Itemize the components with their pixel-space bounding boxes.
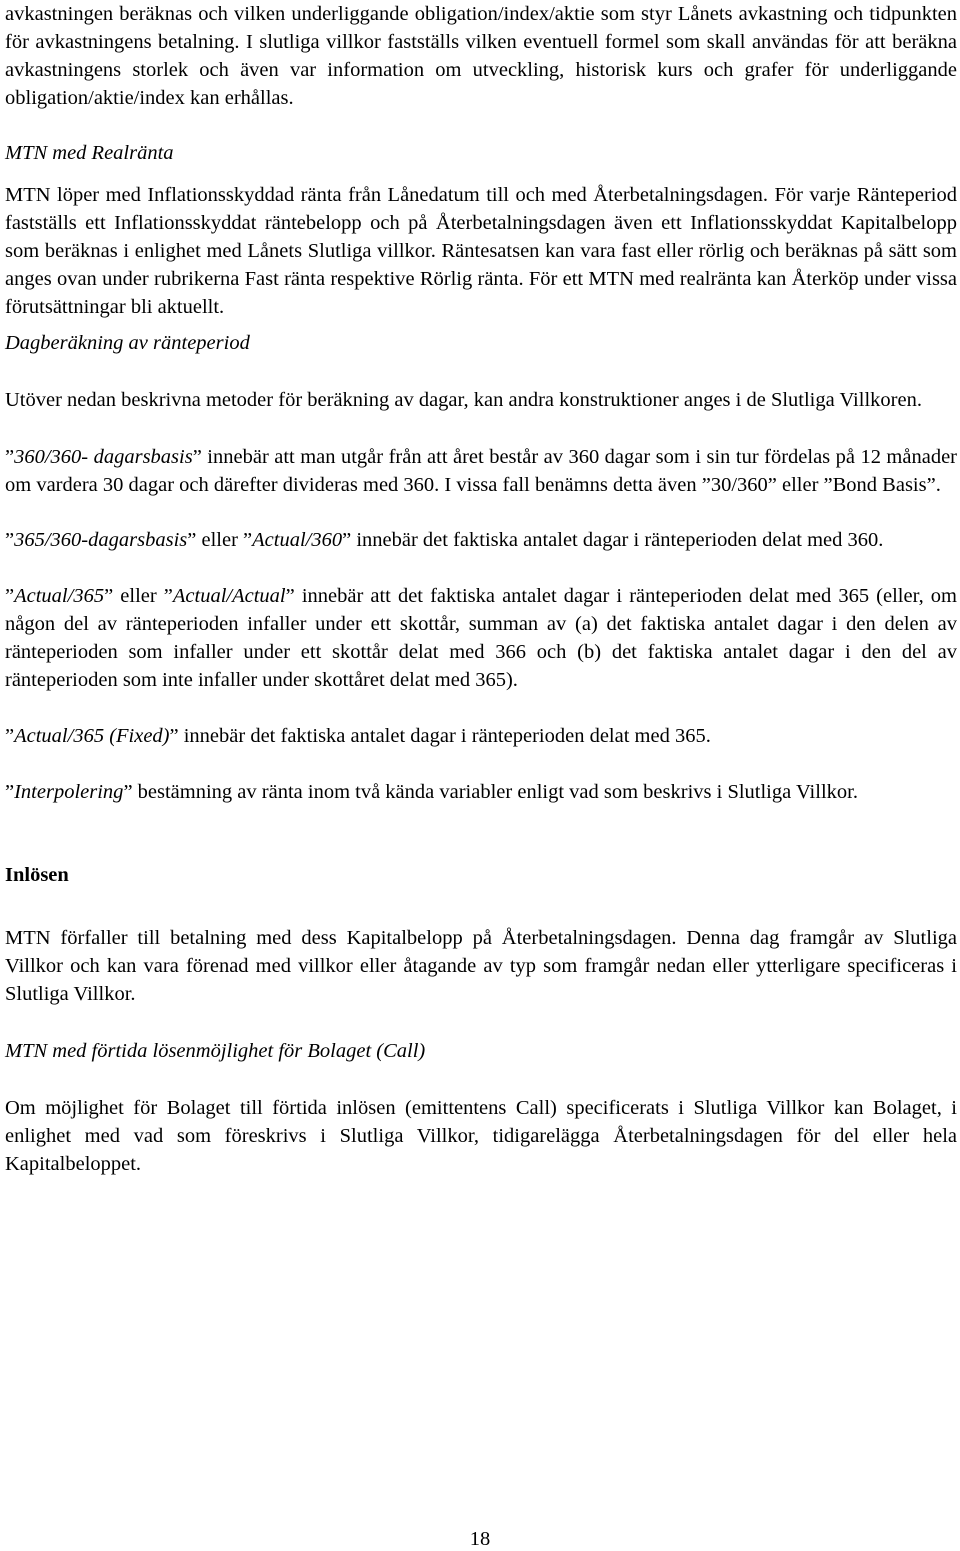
term-actual-365-fixed: Actual/365 (Fixed) (14, 725, 170, 747)
interpolering (5, 778, 957, 806)
open-quote: ” (5, 781, 15, 803)
intro-paragraph: avkastningen beräknas och vilken underliggande obligation/index/aktie som styr Lånets avkastning och tidpunkten för avkastningens betalning. I slutliga villkor fastställs vilken eventuell formel som skall användas för att beräkna avkastningens storlek och även var information om utveckling, historisk kurs och grafer för underliggande obligation/aktie/index kan erhållas. (5, 3, 957, 109)
page-number: 18 (469, 1528, 491, 1550)
daycount-actual-365-fixed (5, 722, 957, 750)
daycount-365-360 (5, 526, 957, 554)
term-interpolering: Interpolering (14, 781, 124, 803)
heading-realranta: MTN med Realränta (5, 142, 174, 164)
connector: ” eller ” (187, 529, 253, 551)
open-quote: ” (5, 446, 15, 468)
close-quote: ” (192, 446, 202, 468)
daycount-360-360 (5, 443, 957, 499)
heading-dagberakning: Dagberäkning av ränteperiod (5, 332, 250, 354)
term-365-360: 365/360-dagarsbasis (14, 529, 188, 551)
open-quote: ” (5, 585, 15, 607)
realranta-body: MTN löper med Inflationsskyddad ränta från Lånedatum till och med Återbetalningsdagen. För varje Ränteperiod fastställs ett Inflationsskyddat räntebelopp och på Återbetalningsdagen även ett Inflationsskyddat Kapitalbelopp som beräknas i enlighet med Lånets Slutliga villkor. Räntesatsen kan vara fast eller rörlig och beräknas på sätt som anges ovan under rubrikerna Fast ränta respektive Rörlig ränta. För ett MTN med realränta kan Återköp under vissa förutsättningar bli aktuellt. (5, 184, 957, 318)
interpolering-text: ” bestämning av ränta inom två kända variabler enligt vad som beskrivs i Slutliga Villkor. (123, 781, 858, 803)
daycount-actual-365 (5, 582, 957, 694)
term-360-360: 360/360- dagarsbasis (14, 446, 193, 468)
term-actual-actual: Actual/Actual (172, 585, 286, 607)
call-body: Om möjlighet för Bolaget till förtida inlösen (emittentens Call) specificerats i Slutliga Villkor kan Bolaget, i enlighet med vad som föreskrivs i Slutliga Villkor, tidigarelägga Återbetalningsdagen för del eller hela Kapitalbeloppet. (5, 1097, 957, 1175)
dagberakning-intro: Utöver nedan beskrivna metoder för beräkning av dagar, kan andra konstruktioner anges i de Slutliga Villkoren. (5, 389, 922, 411)
term-actual-360: Actual/360 (252, 529, 343, 551)
daycount-text: innebär att man utgår från att året består av 360 dagar som i sin tur fördelas på 12 månader om vardera 30 dagar och därefter divideras med 360. I vissa fall benämns detta även ”30/360” eller ”Bond Basis”. (5, 446, 957, 496)
daycount-text: ” innebär att det faktiska antalet dagar i ränteperioden delat med 365 (eller, om någon del av ränteperioden infaller under ett skottår, summan av (a) det faktiska antalet dagar i den delen av ränteperioden som infaller under ett skottår delat med 366 och (b) det faktiska antalet dagar i den del av ränteperioden som inte infaller under skottåret delat med 365). (5, 585, 957, 691)
term-actual-365: Actual/365 (14, 585, 105, 607)
daycount-text: ” innebär det faktiska antalet dagar i ränteperioden delat med 360. (342, 529, 884, 551)
daycount-text: ” innebär det faktiska antalet dagar i ränteperioden delat med 365. (169, 725, 711, 747)
inlosen-body: MTN förfaller till betalning med dess Kapitalbelopp på Återbetalningsdagen. Denna dag framgår av Slutliga Villkor och kan vara förenad med villkor eller åtagande av typ som framgår nedan eller ytterligare specificeras i Slutliga Villkor. (5, 927, 957, 1005)
document-page (5, 0, 957, 1178)
heading-call: MTN med förtida lösenmöjlighet för Bolaget (Call) (5, 1040, 426, 1062)
open-quote: ” (5, 529, 15, 551)
open-quote: ” (5, 725, 15, 747)
heading-inlosen: Inlösen (5, 864, 69, 886)
connector: ” eller ” (104, 585, 173, 607)
